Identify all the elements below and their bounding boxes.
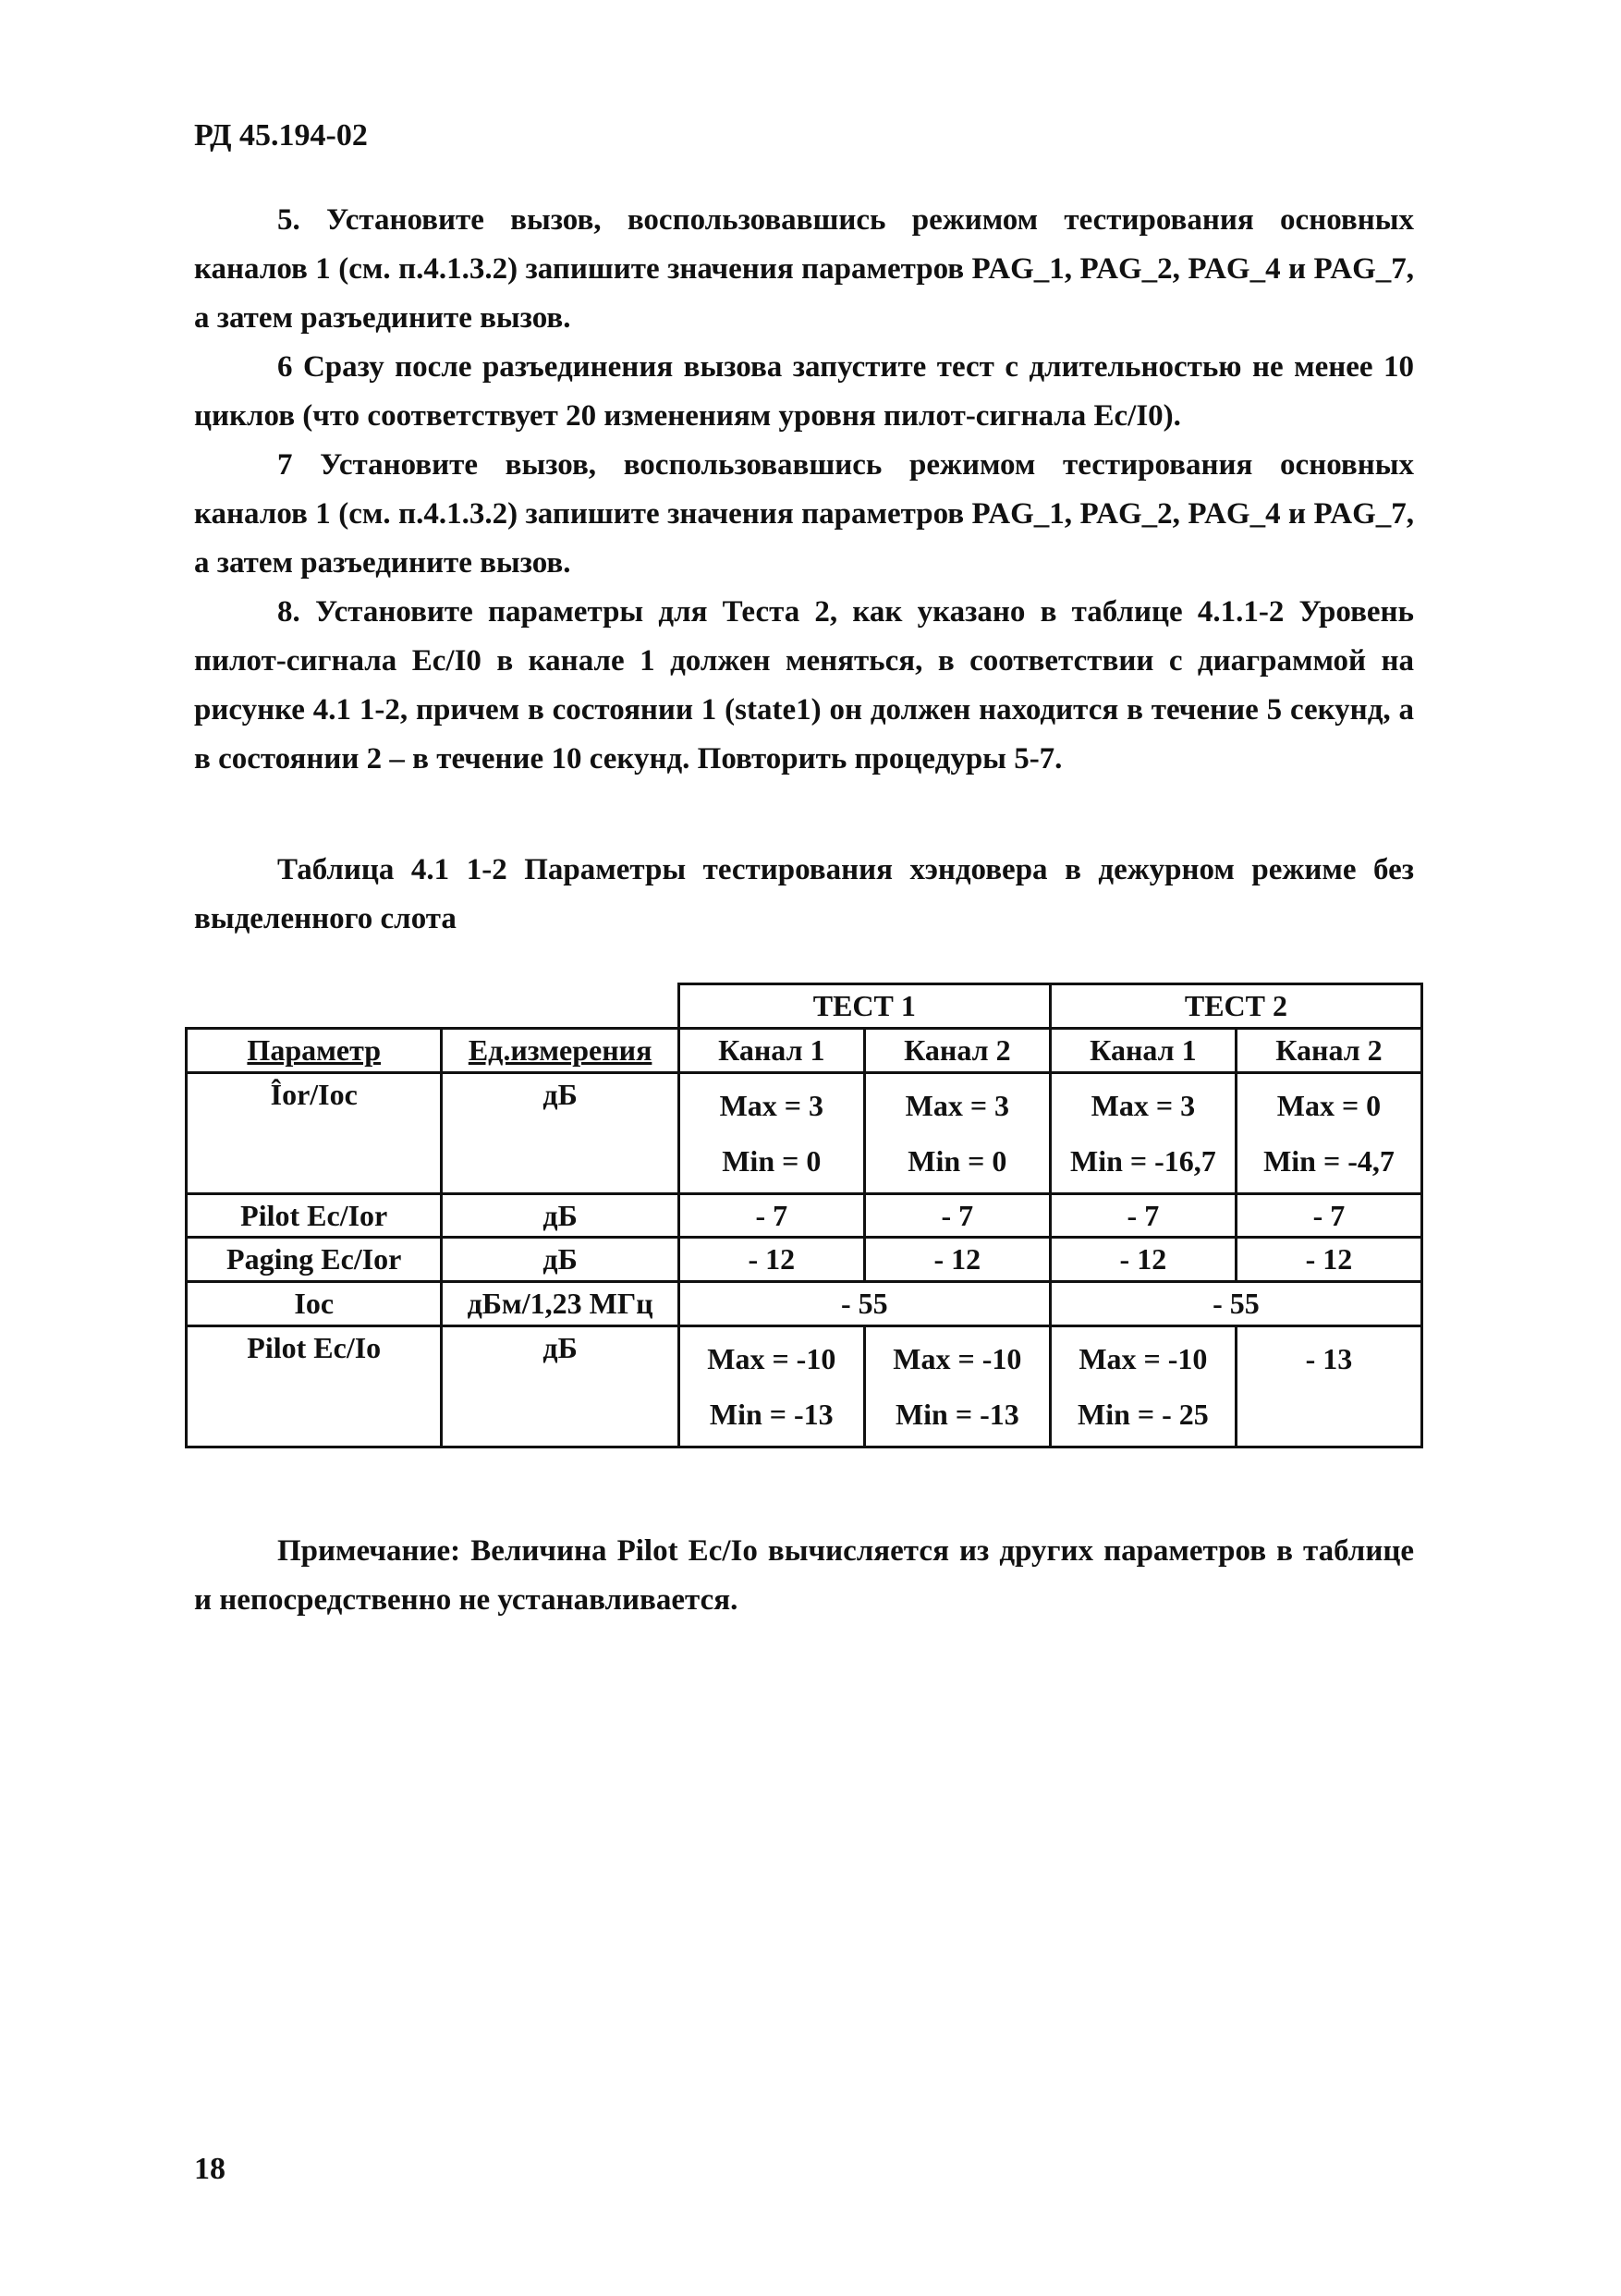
max-value: Max = -10	[1079, 1341, 1208, 1375]
value-cell: - 7	[1236, 1193, 1421, 1238]
min-value: Min = -13	[895, 1397, 1019, 1431]
column-header-t2-channel-1: Канал 1	[1050, 1028, 1236, 1072]
max-value: Max = 3	[719, 1088, 823, 1122]
value-cell	[1050, 1072, 1236, 1193]
value-cell: - 12	[1236, 1238, 1421, 1282]
value-cell	[1050, 1325, 1236, 1447]
document-code: РД 45.194-02	[194, 118, 368, 153]
table-blank-corner	[187, 984, 679, 1029]
param-cell: Paging Ec/Ior	[187, 1238, 442, 1282]
value-cell	[678, 1072, 864, 1193]
max-value: Max = -10	[707, 1341, 836, 1375]
min-value: Min = 0	[722, 1143, 822, 1178]
value-cell: - 7	[678, 1193, 864, 1238]
param-cell: Îor/Ioc	[187, 1072, 442, 1193]
unit-cell: дБ	[442, 1238, 678, 1282]
max-value: Max = 3	[1091, 1088, 1196, 1122]
param-cell: Pilot Ec/Io	[187, 1325, 442, 1447]
value-cell	[864, 1325, 1050, 1447]
unit-cell: дБ	[442, 1193, 678, 1238]
min-value: Min = -4,7	[1263, 1143, 1395, 1178]
unit-cell: дБм/1,23 МГц	[442, 1282, 678, 1326]
unit-cell: дБ	[442, 1072, 678, 1193]
max-value: Max = 3	[905, 1088, 1010, 1122]
paragraph-7: 7 Установите вызов, воспользовавшись режимом тестирования основных каналов 1 (см. п.4.1.3.2) запишите значения параметров PAG_1, PAG_2, PAG_4 и PAG_7, а затем разъедините вызов.	[194, 448, 1414, 580]
test-1-header: ТЕСТ 1	[678, 984, 1050, 1029]
paragraph-5: 5. Установите вызов, воспользовавшись режимом тестирования основных каналов 1 (см. п.4.1.3.2) запишите значения параметров PAG_1, PAG_2, PAG_4 и PAG_7, а затем разъедините вызов.	[194, 203, 1414, 335]
paragraph-8: 8. Установите параметры для Теста 2, как указано в таблице 4.1.1-2 Уровень пилот-сигнала Ec/I0 в канале 1 должен меняться, в соответствии с диаграммой на рисунке 4.1 1-2, причем в состоянии 1 (state1) он должен находится в течение 5 секунд, а в состоянии 2 – в течение 10 секунд. Повторить процедуры 5-7.	[194, 595, 1414, 776]
table-note: Примечание: Величина Pilot Ec/Io вычисляется из других параметров в таблице и непосредственно не устанавливается.	[194, 1534, 1414, 1617]
paragraph-6: 6 Сразу после разъединения вызова запустите тест с длительностью не менее 10 циклов (что соответствует 20 изменениям уровня пилот-сигнала Ec/I0).	[194, 350, 1414, 433]
table-row	[187, 1282, 1422, 1326]
value-cell	[678, 1325, 864, 1447]
column-header-t1-channel-2: Канал 2	[864, 1028, 1050, 1072]
min-value: Min = -13	[709, 1397, 834, 1431]
table-row	[187, 1072, 1422, 1193]
max-value: Max = 0	[1276, 1088, 1382, 1122]
table-header-row	[187, 1028, 1422, 1072]
body-text	[194, 196, 1414, 784]
value: - 13	[1305, 1341, 1353, 1375]
column-header-t2-channel-2: Канал 2	[1236, 1028, 1421, 1072]
table-group-header-row	[187, 984, 1422, 1029]
column-header-unit: Ед.измерения	[442, 1028, 678, 1072]
min-value: Min = - 25	[1077, 1397, 1209, 1431]
param-cell: Pilot Ec/Ior	[187, 1193, 442, 1238]
value-cell	[1236, 1072, 1421, 1193]
value-cell: - 7	[1050, 1193, 1236, 1238]
column-header-parameter: Параметр	[187, 1028, 442, 1072]
max-value: Max = -10	[893, 1341, 1022, 1375]
value-cell: - 12	[678, 1238, 864, 1282]
page-number: 18	[194, 2152, 225, 2186]
value-cell	[1236, 1325, 1421, 1447]
column-header-t1-channel-1: Канал 1	[678, 1028, 864, 1072]
test-2-header: ТЕСТ 2	[1050, 984, 1421, 1029]
table-row	[187, 1325, 1422, 1447]
value-cell: - 7	[864, 1193, 1050, 1238]
table-row	[187, 1238, 1422, 1282]
value-cell: - 55	[678, 1282, 1050, 1326]
unit-cell: дБ	[442, 1325, 678, 1447]
value-cell: - 55	[1050, 1282, 1421, 1326]
value-cell: - 12	[864, 1238, 1050, 1282]
value-cell: - 12	[1050, 1238, 1236, 1282]
min-value: Min = -16,7	[1069, 1143, 1216, 1178]
value-cell	[864, 1072, 1050, 1193]
parameters-table	[185, 983, 1423, 1448]
table-row	[187, 1193, 1422, 1238]
param-cell: Ioc	[187, 1282, 442, 1326]
min-value: Min = 0	[908, 1143, 1007, 1178]
table-caption: Таблица 4.1 1-2 Параметры тестирования хэндовера в дежурном режиме без выделенного слота	[194, 853, 1414, 935]
